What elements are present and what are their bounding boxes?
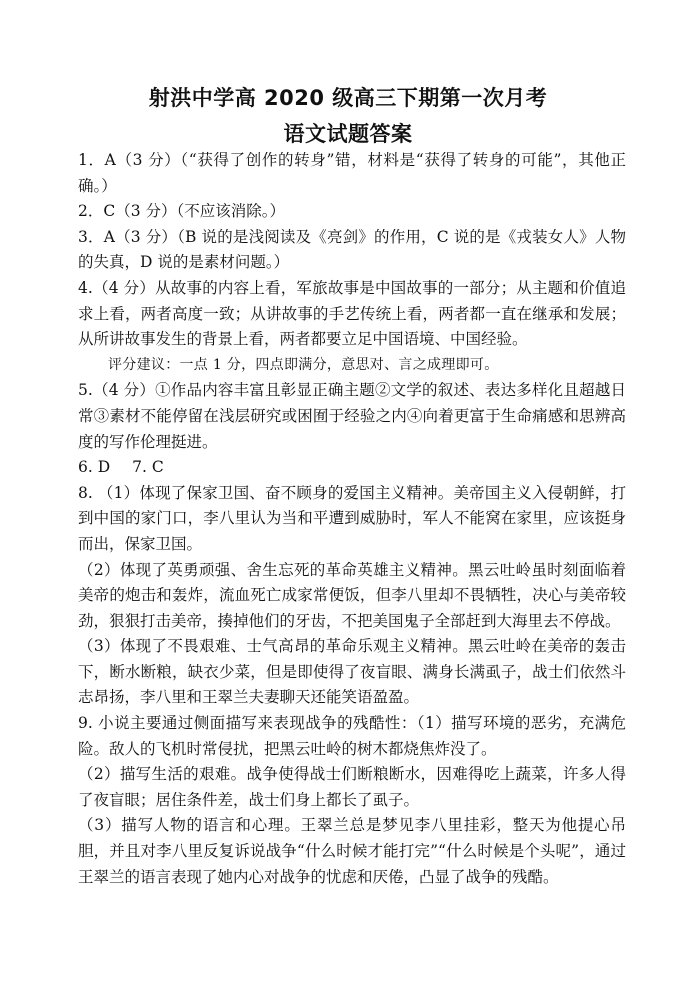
answer-q6: 6. D bbox=[78, 458, 111, 477]
answer-q6-q7-row bbox=[78, 455, 626, 481]
answer-q8-part2: （2）体现了英勇顽强、舍生忘死的革命英雄主义精神。黑云吐岭虽时刻面临着美帝的炮击和轰炸，流血死亡成家常便饭，但李八里却不畏牺牲，决心与美帝较劲，狠狠打击美帝，揍掉他们的牙齿，不把美国鬼子全部赶到大海里去不停战。 bbox=[78, 560, 626, 630]
answer-q5: 5.（4 分）①作品内容丰富且彰显正确主题②文学的叙述、表达多样化且超越日常③素材不能停留在浅层研究或困囿于经验之内④向着更富于生命痛感和思辨高度的写作伦理挺进。 bbox=[78, 381, 626, 451]
answer-q1: 1．A（3 分）（“获得了创作的转身”错，材料是“获得了转身的可能”，其他正确。） bbox=[78, 151, 626, 195]
answer-q8-part1: 8. （1）体现了保家卫国、奋不顾身的爱国主义精神。美帝国主义入侵朝鲜，打到中国的家门口，李八里认为当和平遭到威胁时，军人不能窝在家里，应该挺身而出，保家卫国。 bbox=[78, 483, 626, 553]
answer-q7: 7. C bbox=[132, 458, 164, 477]
page-title: 射洪中学高 2020 级高三下期第一次月考 bbox=[148, 86, 548, 110]
answer-q9-part1: 9. 小说主要通过侧面描写来表现战争的残酷性：（1）描写环境的恶劣，充满危险。敌人的飞机时常侵扰，把黑云吐岭的树木都烧焦炸没了。 bbox=[78, 714, 626, 758]
answer-q3: 3．A（3 分）（B 说的是浅阅读及《亮剑》的作用，C 说的是《戎装女人》人物的失真，D 说的是素材问题。） bbox=[78, 227, 626, 272]
answer-q4: 4.（4 分）从故事的内容上看，军旅故事是中国故事的一部分；从主题和价值追求上看，两者高度一致；从讲故事的手艺传统上看，两者都一直在继承和发展；从所讲故事发生的背景上看，两者都要立足中国语境、中国经验。 bbox=[78, 278, 626, 349]
answer-content bbox=[78, 148, 626, 890]
answer-q9-part2: （2）描写生活的艰难。战争使得战士们断粮断水，因难得吃上蔬菜，许多人得了夜盲眼；居住条件差，战士们身上都长了虱子。 bbox=[78, 765, 626, 809]
scoring-note-q4: 评分建议：一点 1 分，四点即满分，意思对、言之成理即可。 bbox=[108, 356, 499, 373]
answer-q8-part3: （3）体现了不畏艰难、士气高昂的革命乐观主义精神。黑云吐岭在美帝的轰击下，断水断粮，缺衣少菜，但是即使得了夜盲眼、满身长满虱子，战士们依然斗志昂扬，李八里和王翠兰夫妻聊天还能笑语盈盈。 bbox=[78, 637, 626, 707]
answer-q9-part3: （3）描写人物的语言和心理。王翠兰总是梦见李八里挂彩，整天为他提心吊胆，并且对李八里反复诉说战争“什么时候才能打完”“什么时候是个头呢”，通过王翠兰的语言表现了她内心对战争的忧虑和厌倦，凸显了战争的残酷。 bbox=[78, 816, 626, 886]
answer-q2: 2．C（3 分）（不应该消除。） bbox=[78, 202, 286, 221]
page-subtitle: 语文试题答案 bbox=[283, 122, 413, 146]
